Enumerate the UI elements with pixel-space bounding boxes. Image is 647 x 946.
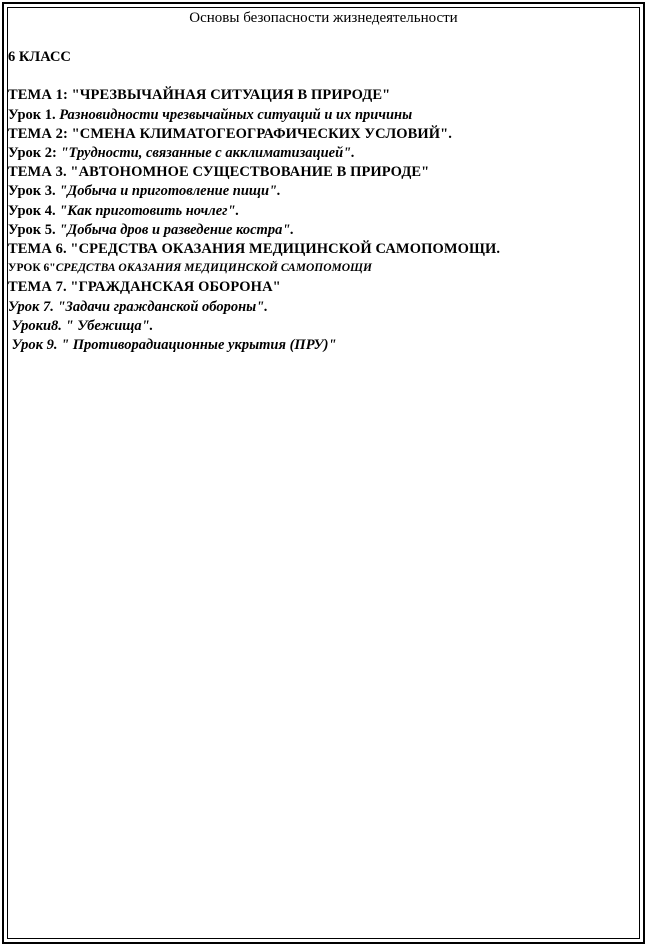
lesson-title: "Добыча дров и разведение костра". bbox=[59, 221, 294, 238]
lesson-title: СРЕДСТВА ОКАЗАНИЯ МЕДИЦИНСКОЙ САМОПОМОЩИ bbox=[55, 262, 372, 275]
grade-heading: 6 КЛАСС bbox=[8, 49, 71, 66]
topic-heading: ТЕМА 7. "ГРАЖДАНСКАЯ ОБОРОНА" bbox=[8, 279, 281, 296]
lesson-line bbox=[8, 106, 639, 125]
topic-heading: ТЕМА 1: "ЧРЕЗВЫЧАЙНАЯ СИТУАЦИЯ В ПРИРОДЕ" bbox=[8, 87, 391, 104]
document-title: Основы безопасности жизнедеятельности bbox=[189, 10, 458, 26]
topic-heading: ТЕМА 6. "СРЕДСТВА ОКАЗАНИЯ МЕДИЦИНСКОЙ САМОПОМОЩИ. bbox=[8, 241, 501, 258]
lesson-title: "Трудности, связанные с акклиматизацией". bbox=[60, 145, 355, 162]
lesson-line: Уроки8. " Убежища". bbox=[8, 317, 154, 334]
lesson-line bbox=[8, 202, 639, 221]
lesson-number: Урок 2: bbox=[8, 145, 61, 162]
lesson-number: Урок 1. bbox=[8, 106, 60, 123]
lesson-number: Урок 4. bbox=[8, 202, 60, 219]
lesson-number: Урок 5. bbox=[8, 221, 60, 238]
topic-heading: ТЕМА 2: "СМЕНА КЛИМАТОГЕОГРАФИЧЕСКИХ УСЛОВИЙ". bbox=[8, 125, 453, 142]
lesson-line bbox=[8, 221, 639, 240]
lesson-line bbox=[8, 182, 639, 201]
lesson-title: "Как приготовить ночлег". bbox=[59, 202, 240, 219]
lesson-title: Разновидности чрезвычайных ситуаций и их причины bbox=[59, 106, 413, 123]
lesson-number: УРОК 6" bbox=[8, 262, 56, 275]
lesson-number: Урок 3. bbox=[8, 183, 60, 200]
lesson-line: Урок 9. " Противорадиационные укрытия (ПРУ)" bbox=[8, 337, 337, 354]
document-content bbox=[8, 9, 639, 355]
curriculum-list bbox=[8, 86, 639, 355]
lesson-line: Урок 7. "Задачи гражданской обороны". bbox=[8, 298, 268, 315]
lesson-line bbox=[8, 144, 639, 163]
lesson-title: "Добыча и приготовление пищи". bbox=[59, 183, 281, 200]
topic-heading: ТЕМА 3. "АВТОНОМНОЕ СУЩЕСТВОВАНИЕ В ПРИРОДЕ" bbox=[8, 164, 430, 181]
lesson-line bbox=[8, 259, 639, 278]
